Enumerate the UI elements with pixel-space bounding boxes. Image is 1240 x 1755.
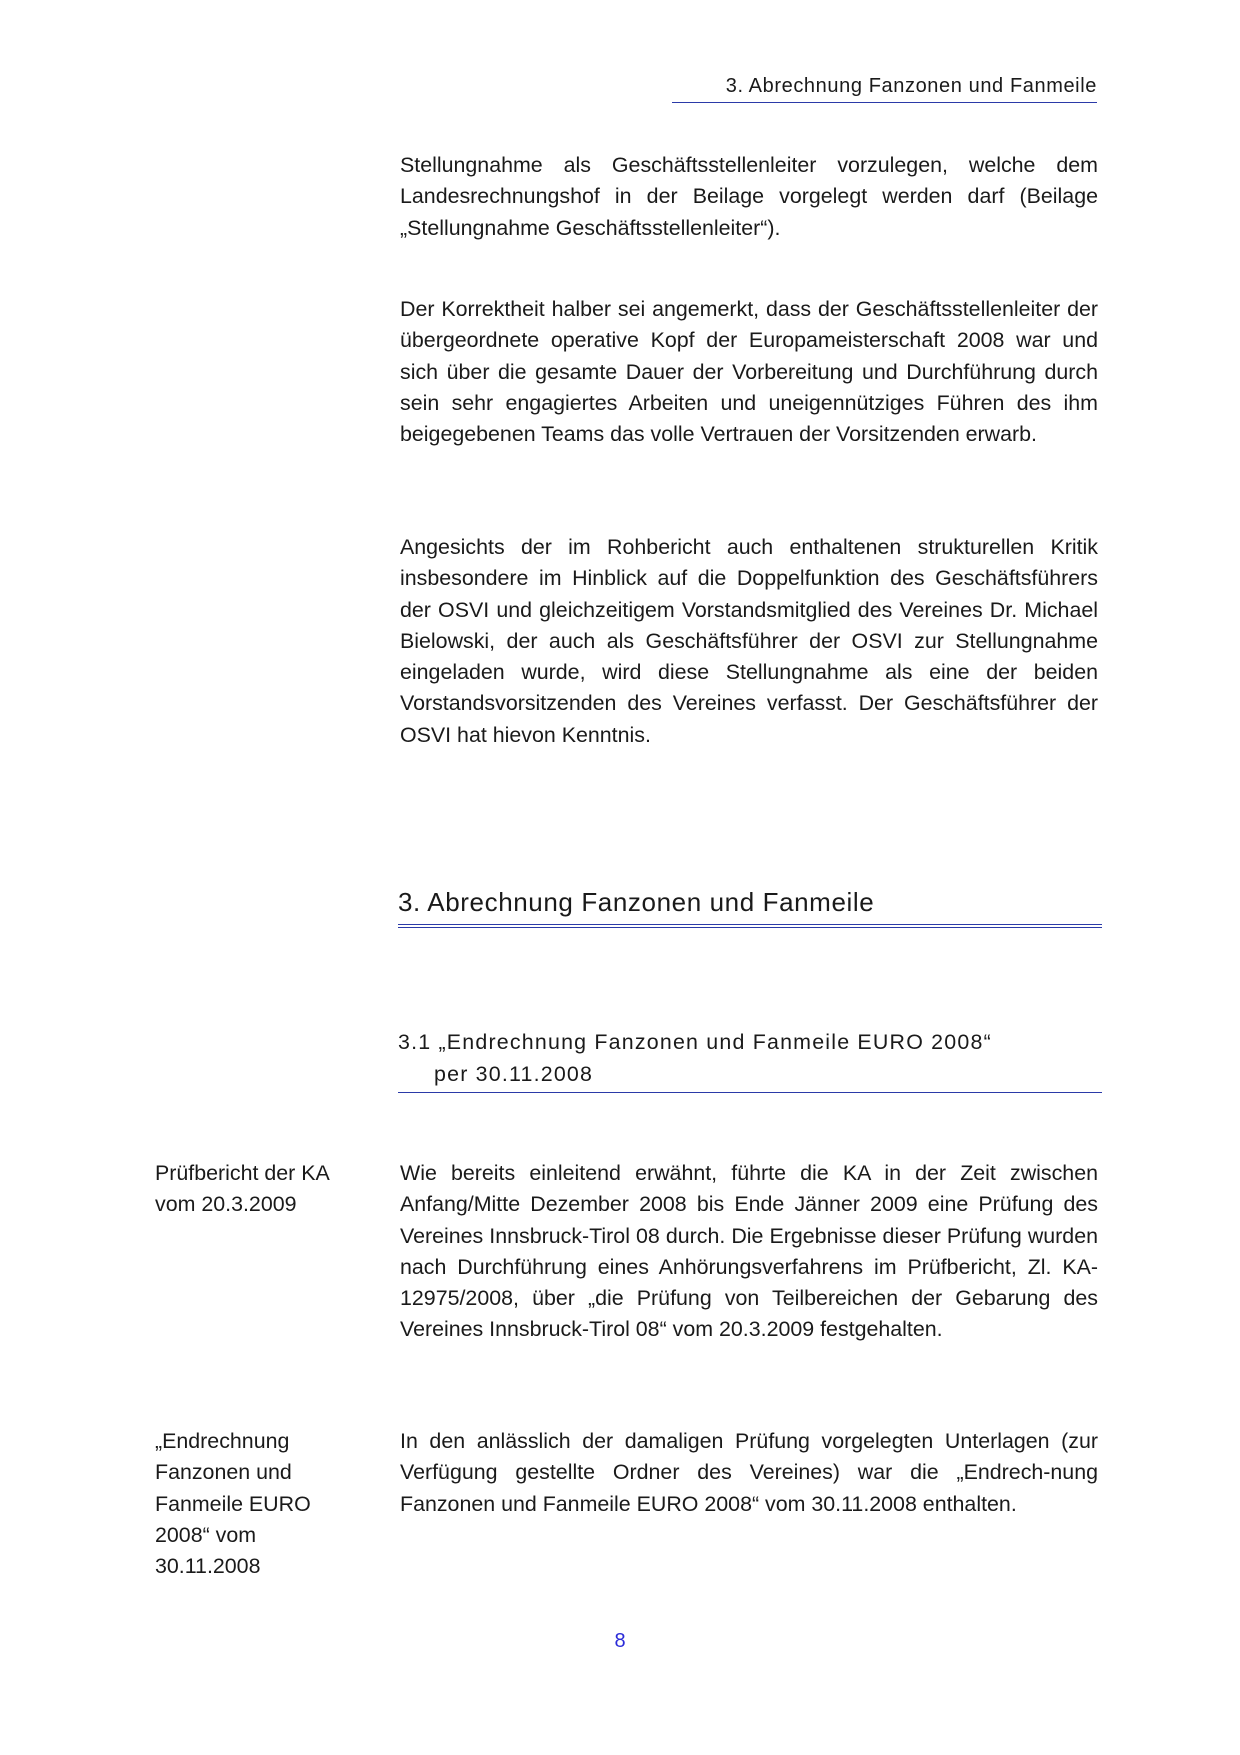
section-heading: 3. Abrechnung Fanzonen und Fanmeile bbox=[398, 884, 1102, 928]
subsection-heading bbox=[398, 1026, 1102, 1093]
running-header: 3. Abrechnung Fanzonen und Fanmeile bbox=[672, 72, 1097, 103]
paragraph-statement-intro: Stellungnahme als Geschäftsstellenleiter vorzulegen, welche dem Landesrechnungshof in der Beilage vorgelegt werden darf (Beilage „Stellungnahme Geschäftsstellenleiter“). bbox=[400, 153, 1098, 240]
page-number: 8 bbox=[614, 1630, 626, 1652]
subsection-heading-line2: per 30.11.2008 bbox=[434, 1062, 594, 1086]
paragraph-correctness-note: Der Korrektheit halber sei angemerkt, dass der Geschäftsstellenleiter der übergeordnete operative Kopf der Europameisterschaft 2008 war und sich über die gesamte Dauer der Vorbereitung und Durchführung durch sein sehr engagiertes Arbeiten und uneigennütziges Führen des ihm beigegebenen Teams das volle Vertrauen der Vorsitzenden erwarb. bbox=[400, 297, 1098, 447]
paragraph-pruefbericht: Wie bereits einleitend erwähnt, führte die KA in der Zeit zwischen Anfang/Mitte Dezember 2008 bis Ende Jänner 2009 eine Prüfung des Vereines Innsbruck-Tirol 08 durch. Die Ergebnisse dieser Prüfung wurden nach Durchführung eines Anhörungsverfahrens im Prüfbericht, Zl. KA-12975/2008, über „die Prüfung von Teilbereichen der Gebarung des Vereines Innsbruck-Tirol 08“ vom 20.3.2009 festgehalten. bbox=[400, 1161, 1098, 1342]
paragraph-endrechnung: In den anlässlich der damaligen Prüfung vorgelegten Unterlagen (zur Verfügung gestellte Ordner des Vereines) war die „Endrech-nung Fanzonen und Fanmeile EURO 2008“ vom 30.11.2008 enthalten. bbox=[400, 1429, 1098, 1516]
subsection-heading-line1: 3.1 „Endrechnung Fanzonen und Fanmeile EURO 2008“ bbox=[398, 1030, 992, 1054]
margin-note-pruefbericht: Prüfbericht der KA vom 20.3.2009 bbox=[155, 1161, 329, 1217]
margin-note-endrechnung: „Endrechnung Fanzonen und Fanmeile EURO 2008“ vom 30.11.2008 bbox=[155, 1429, 311, 1579]
paragraph-structural-critique: Angesichts der im Rohbericht auch enthaltenen strukturellen Kritik insbesondere im Hinblick auf die Doppelfunktion des Geschäftsführers der OSVI und gleichzeitigem Vorstandsmitglied des Vereines Dr. Michael Bielowski, der auch als Geschäftsführer der OSVI zur Stellungnahme eingeladen wurde, wird diese Stellungnahme als eine der beiden Vorstandsvorsitzenden des Vereines verfasst. Der Geschäftsführer der OSVI hat hievon Kenntnis. bbox=[400, 535, 1098, 747]
